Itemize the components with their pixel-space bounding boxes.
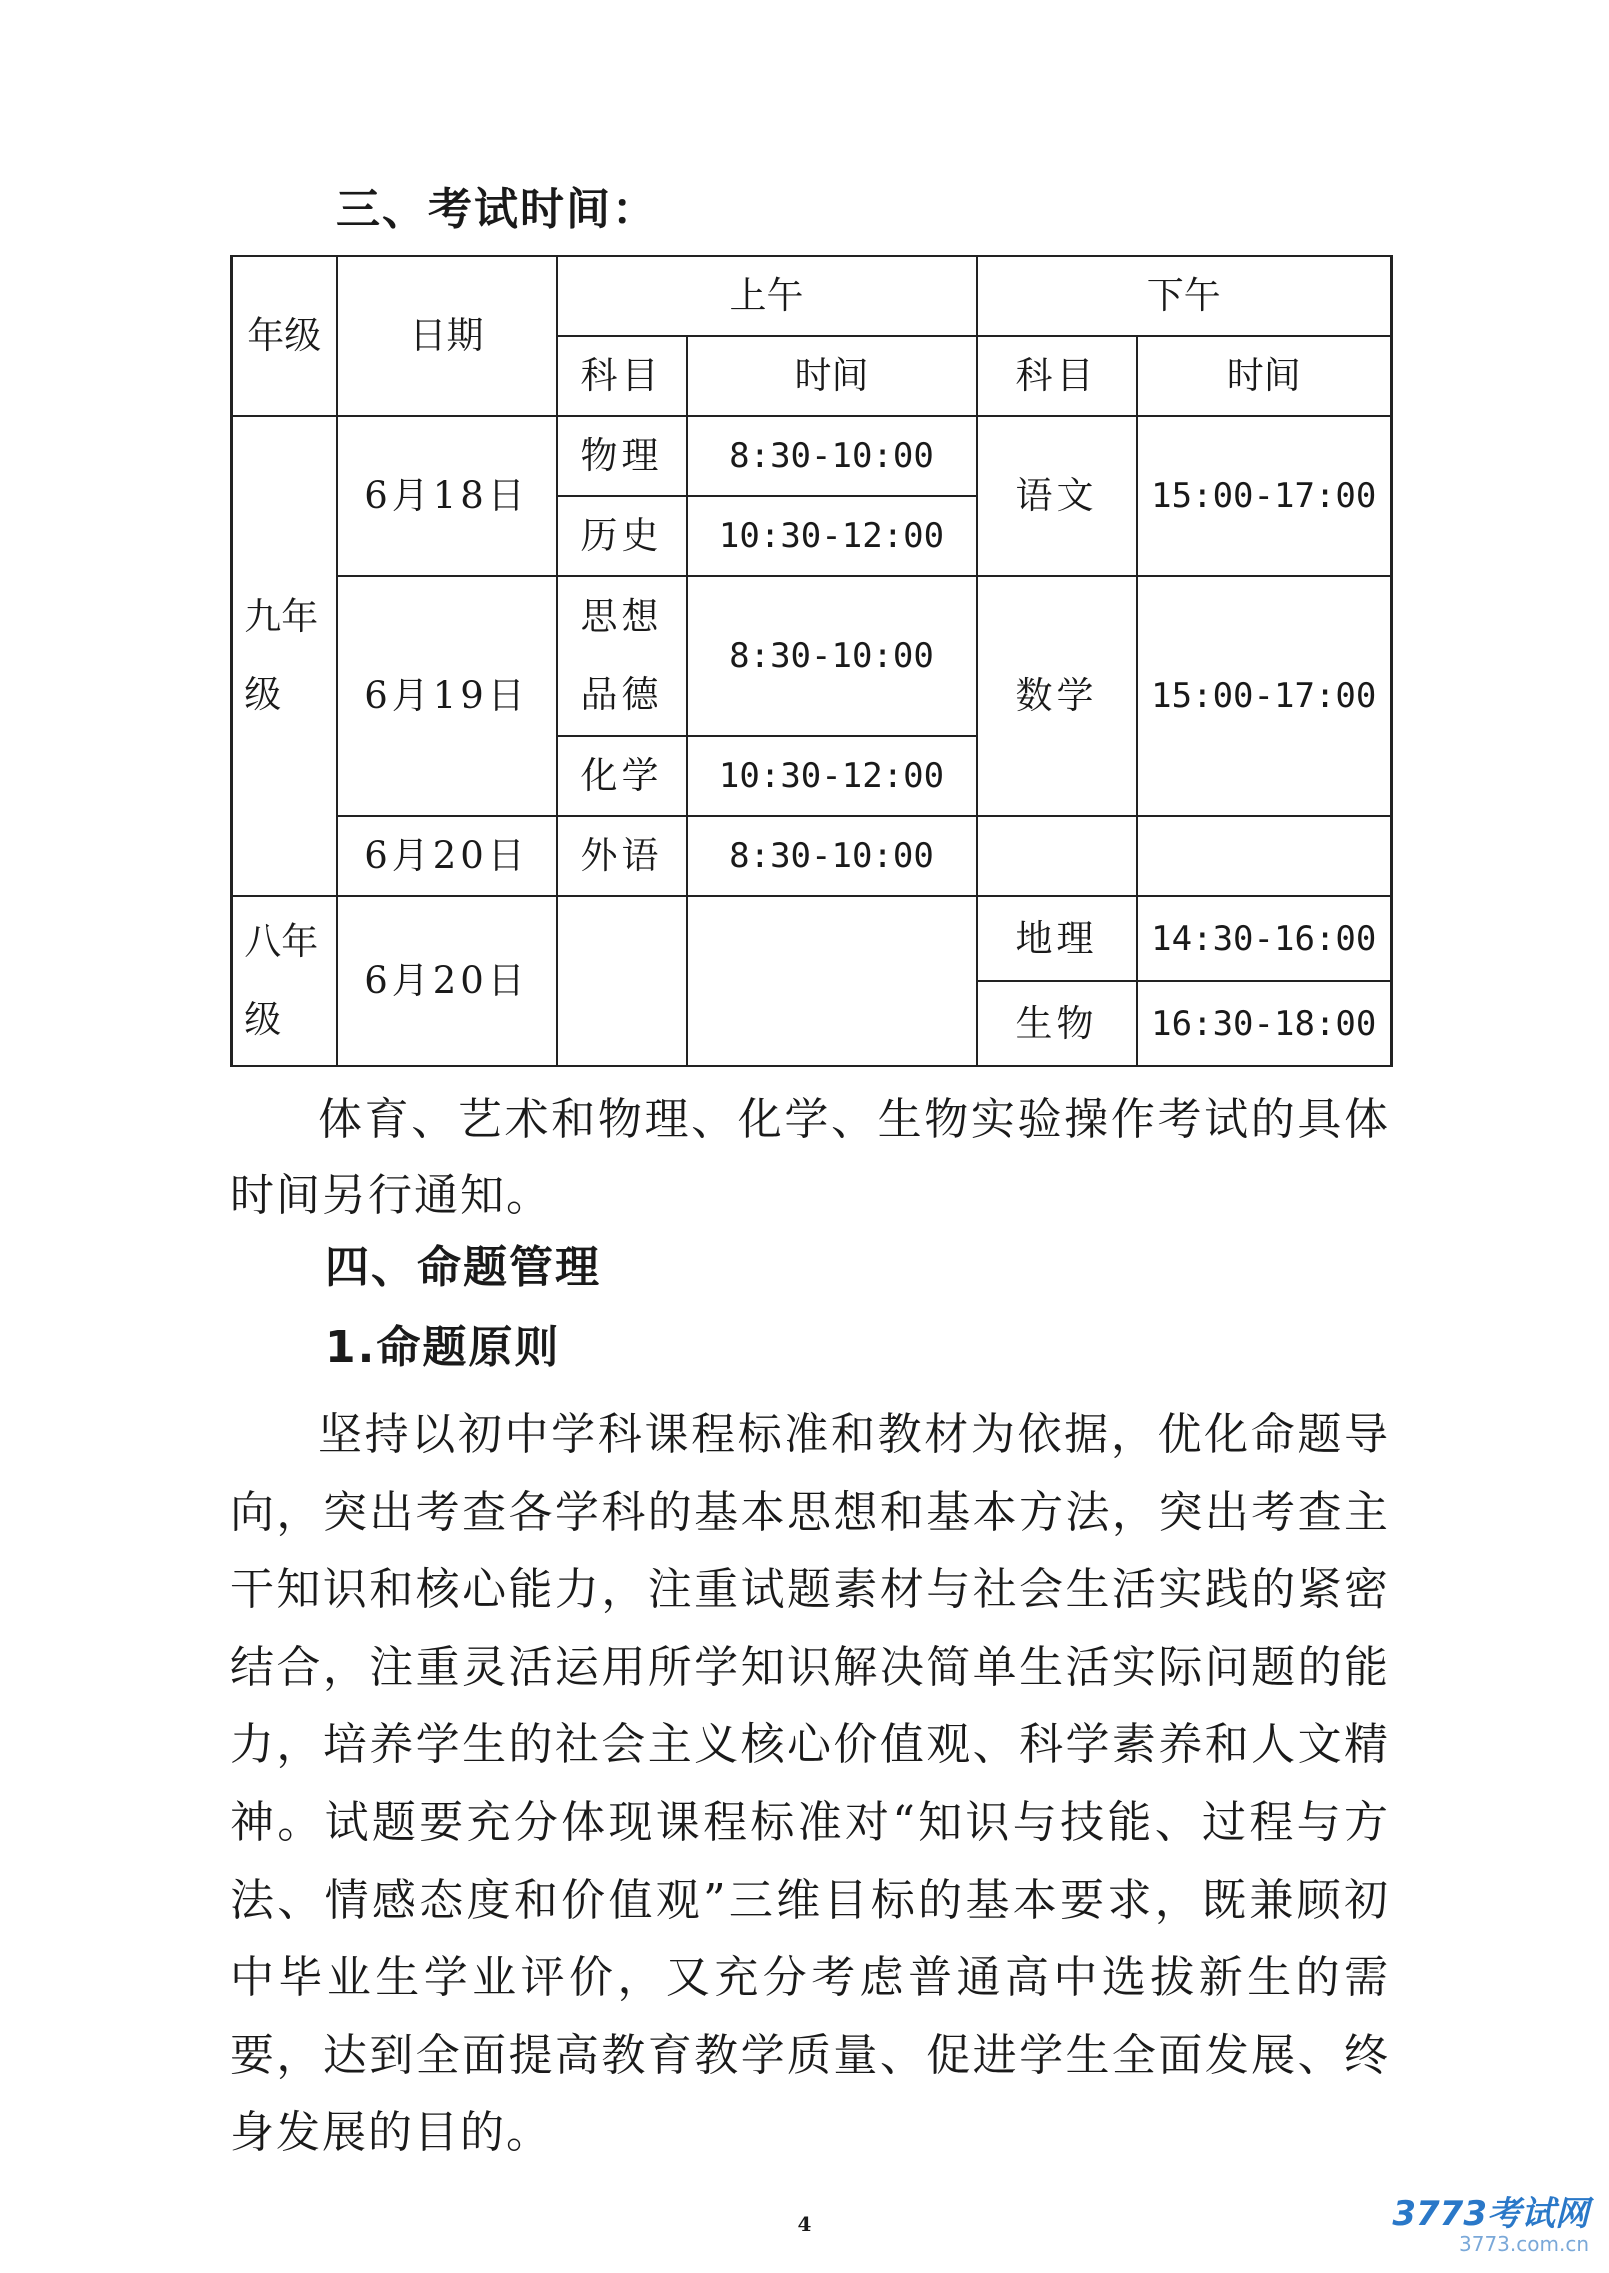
grade8-pm-subject-1: 地理 — [977, 896, 1137, 981]
grade9-20-am-time: 8:30-10:00 — [687, 816, 977, 896]
section-4-body: 坚持以初中学科课程标准和教材为依据，优化命题导向，突出考查各学科的基本思想和基本方法，突出考查主干知识和核心能力，注重试题素材与社会生活实践的紧密结合，注重灵活运用所学知识解决简单生活实际问题的能力，培养学生的社会主义核心价值观、科学素养和人文精神。试题要充分体现课程标准对“知识与技能、过程与方法、情感态度和价值观”三维目标的基本要求，既兼顾初中毕业生学业评价，又充分考虑普通高中选拔新生的需要，达到全面提高教育教学质量、促进学生全面发展、终身发展的目的。 — [230, 1409, 1390, 2159]
watermark-logo — [1392, 2195, 1589, 2255]
header-pm-time: 时间 — [1137, 336, 1392, 416]
header-morning: 上午 — [557, 256, 977, 336]
grade9-18-pm-time: 15:00-17:00 — [1137, 416, 1392, 576]
watermark-main: 3773考试网 — [1392, 2194, 1589, 2234]
grade8-date: 6月20日 — [337, 896, 557, 1066]
grade9-date-20: 6月20日 — [337, 816, 557, 896]
grade8-pm-time-2: 16:30-18:00 — [1137, 981, 1392, 1066]
grade8-am-subject-empty — [557, 896, 687, 1066]
grade9-19-pm-time: 15:00-17:00 — [1137, 576, 1392, 816]
header-am-time: 时间 — [687, 336, 977, 416]
grade9-18-am-time-1: 8:30-10:00 — [687, 416, 977, 496]
grade9-20-am-subject: 外语 — [557, 816, 687, 896]
grade9-date-19: 6月19日 — [337, 576, 557, 816]
grade9-cell — [232, 416, 337, 896]
grade8-pm-time-1: 14:30-16:00 — [1137, 896, 1392, 981]
grade9-19-pm-subject: 数学 — [977, 576, 1137, 816]
grade9-18-pm-subject: 语文 — [977, 416, 1137, 576]
grade8-pm-subject-2: 生物 — [977, 981, 1137, 1066]
exam-schedule-table — [230, 255, 1393, 1067]
grade9-18-am-subject-1: 物理 — [557, 416, 687, 496]
grade9-19-am-subject-1: 思想品德 — [557, 576, 687, 736]
header-pm-subject: 科目 — [977, 336, 1137, 416]
header-afternoon: 下午 — [977, 256, 1392, 336]
grade8-label: 八年级 — [244, 920, 319, 1041]
grade9-18-am-time-2: 10:30-12:00 — [687, 496, 977, 576]
grade9-19-am-time-2: 10:30-12:00 — [687, 736, 977, 816]
grade9-19-am-time-1: 8:30-10:00 — [687, 576, 977, 736]
page-number: 4 — [797, 2212, 812, 2236]
section-4-subtitle: 1.命题原则 — [325, 1322, 561, 1373]
header-am-subject: 科目 — [557, 336, 687, 416]
watermark-sub: 3773.com.cn — [1459, 2232, 1589, 2256]
header-grade: 年级 — [232, 256, 337, 416]
grade9-18-am-subject-2: 历史 — [557, 496, 687, 576]
grade9-20-pm-time-empty — [1137, 816, 1392, 896]
grade9-19-am-subject-2: 化学 — [557, 736, 687, 816]
grade9-20-pm-subject-empty — [977, 816, 1137, 896]
header-date: 日期 — [337, 256, 557, 416]
section-4-title: 四、命题管理 — [325, 1242, 601, 1293]
section-3-title: 三、考试时间： — [336, 184, 658, 235]
grade9-label: 九年级 — [244, 595, 319, 716]
note-paragraph: 体育、艺术和物理、化学、生物实验操作考试的具体时间另行通知。 — [230, 1094, 1390, 1221]
grade8-am-time-empty — [687, 896, 977, 1066]
grade9-date-18: 6月18日 — [337, 416, 557, 576]
grade8-cell — [232, 896, 337, 1066]
